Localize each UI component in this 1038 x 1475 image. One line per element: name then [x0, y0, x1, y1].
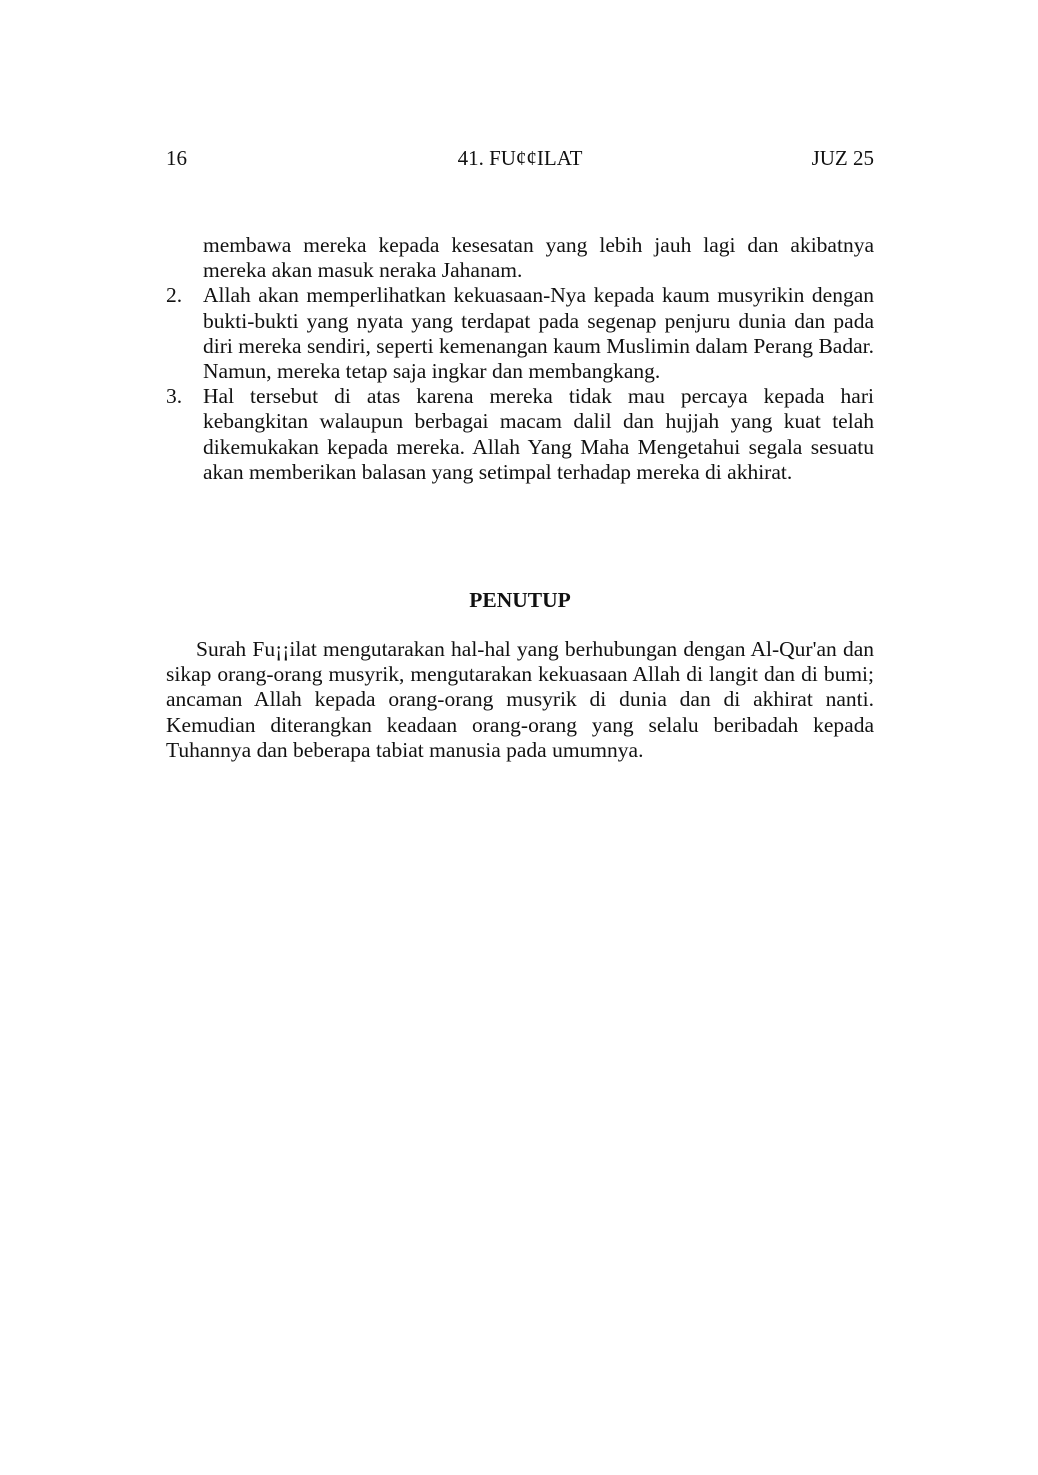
page-header: [166, 143, 874, 173]
list-item: [166, 283, 874, 384]
numbered-list: [166, 233, 874, 485]
closing-paragraph: Surah Fu¡¡ilat mengutarakan hal-hal yang berhubungan dengan Al-Qur'an dan sikap orang-orang musyrik, mengutarakan kekuasaan Allah di langit dan di bumi; ancaman Allah kepada orang-orang musyrik di dunia dan di akhirat nanti. Kemudian diterangkan keadaan orang-orang yang selalu beribadah kepada Tuhannya dan beberapa tabiat manusia pada umumnya.: [166, 637, 874, 762]
list-item-text: Hal tersebut di atas karena mereka tidak mau percaya kepada hari kebangkitan walaupun berbagai macam dalil dan hujjah yang kuat telah dikemukakan kepada mereka. Allah Yang Maha Mengetahui segala sesuatu akan memberikan balasan yang setimpal terhadap mereka di akhirat.: [203, 384, 874, 484]
list-item-text: Allah akan memperlihatkan kekuasaan-Nya kepada kaum musyrikin dengan bukti-bukti yang nyata yang terdapat pada segenap penjuru dunia dan pada diri mereka sendiri, seperti kemenangan kaum Muslimin dalam Perang Badar. Namun, mereka tetap saja ingkar dan membangkang.: [203, 283, 874, 384]
section-title: PENUTUP: [469, 588, 571, 612]
list-item-continued-text: membawa mereka kepada kesesatan yang lebih jauh lagi dan akibatnya mereka akan masuk neraka Jahanam.: [203, 233, 874, 283]
page-number: 16: [166, 146, 187, 170]
list-item-number: 2.: [166, 283, 183, 308]
surah-title: 41. FU¢¢ILAT: [457, 146, 583, 170]
list-item-number: 3.: [166, 384, 183, 409]
list-item-continued: [166, 233, 874, 283]
list-item: [166, 384, 874, 485]
juz-label: JUZ 25: [811, 146, 874, 170]
